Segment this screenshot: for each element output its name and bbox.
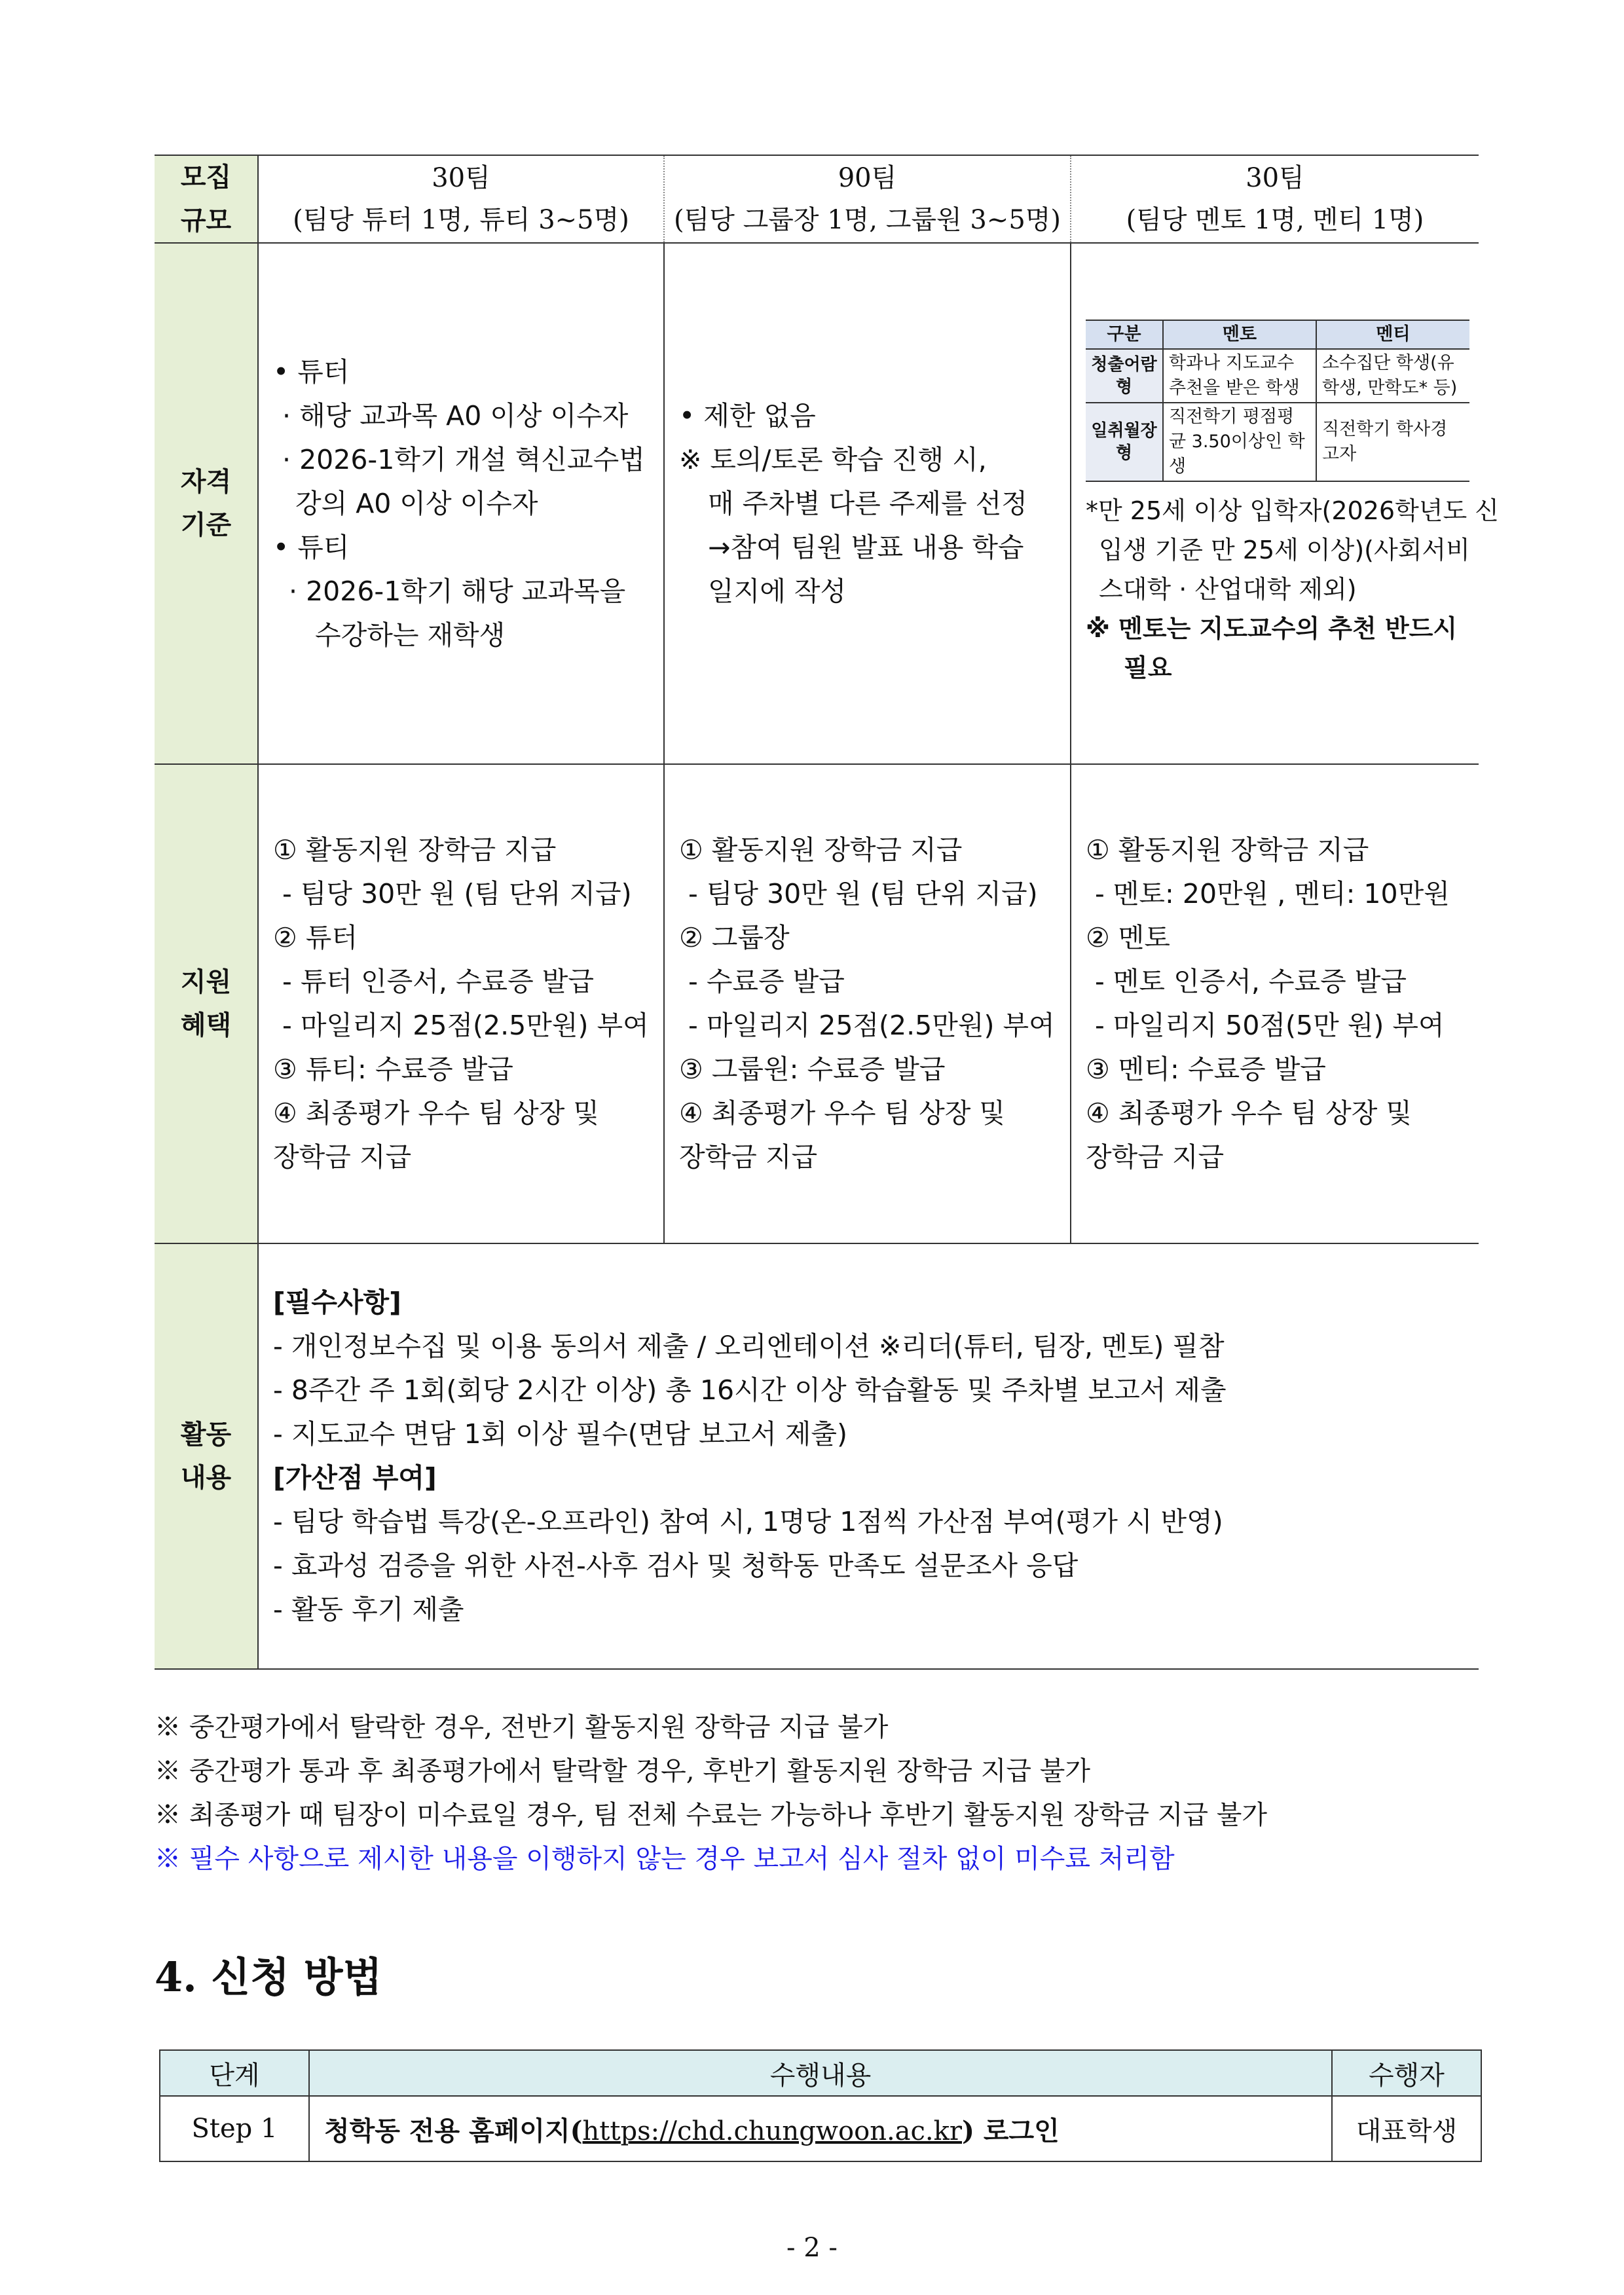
inner-mentor-1: 학과나 지도교수 추천을 받은 학생 — [1163, 349, 1316, 403]
activity-content — [258, 1243, 1479, 1669]
row-benefit — [155, 764, 1479, 1243]
row-criteria — [155, 243, 1479, 764]
benefit-tutoring: ① 활동지원 장학금 지급 - 팀당 30만 원 (팀 단위 지급) ② 튜터 - 튜터 인증서, 수료증 발급 - 마일리지 25점(2.5만원) 부여 ③ 튜티: 수료증 발급 ④ 최종평가 우수 팀 상장 및 장학금 지급 — [258, 764, 664, 1243]
mentor-age-note: *만 25세 이상 입학자(2026학년도 신 입생 기준 만 25세 이상)(사회서비 스대학 · 산업대학 제외) ※ 멘토는 지도교수의 추천 반드시 필요 — [1086, 496, 1499, 682]
inner-header-mentee: 멘티 — [1316, 320, 1469, 349]
activity-item: - 지도교수 면담 1회 이상 필수(면담 보고서 제출) — [273, 1418, 848, 1450]
inner-mentor-2: 직전학기 평점평균 3.50이상인 학생 — [1163, 403, 1316, 481]
size-tutoring: 30팀 (팀당 튜터 1명, 튜티 3~5명) — [258, 155, 664, 243]
step-content: 청학동 전용 홈페이지(https://chd.chungwoon.ac.kr) 로그인 — [309, 2096, 1332, 2161]
activity-item: - 효과성 검증을 위한 사전-사후 검사 및 청학동 만족도 설문조사 응답 — [273, 1550, 1079, 1581]
activity-item: - 팀당 학습법 특강(온-오프라인) 참여 시, 1명당 1점씩 가산점 부여(평가 시 반영) — [273, 1506, 1223, 1537]
step-row — [160, 2096, 1481, 2161]
criteria-group: • 제한 없음 ※ 토의/토론 학습 진행 시, 매 주차별 다른 주제를 선정 →참여 팀원 발표 내용 학습 일지에 작성 — [664, 243, 1071, 764]
activity-item: - 활동 후기 제출 — [273, 1594, 464, 1625]
note-warning: ※ 필수 사항으로 제시한 내용을 이행하지 않는 경우 보고서 심사 절차 없이 미수료 처리함 — [155, 1844, 1175, 1874]
activity-required-heading: [필수사항] — [273, 1287, 401, 1318]
label-size: 모집 규모 — [155, 155, 258, 243]
inner-mentee-2: 직전학기 학사경고자 — [1316, 403, 1469, 481]
activity-bonus-heading: [가산점 부여] — [273, 1462, 437, 1494]
inner-type-1: 청출어람형 — [1086, 349, 1163, 403]
steps-header-stage: 단계 — [160, 2050, 309, 2096]
note-line: ※ 최종평가 때 팀장이 미수료일 경우, 팀 전체 수료는 가능하나 후반기 활동지원 장학금 지급 불가 — [155, 1800, 1268, 1830]
criteria-mentoring — [1071, 243, 1499, 764]
inner-mentee-1: 소수집단 학생(유학생, 만학도* 등) — [1316, 349, 1469, 403]
steps-header-content: 수행내용 — [309, 2050, 1332, 2096]
label-benefit: 지원 혜택 — [155, 764, 258, 1243]
activity-item: - 8주간 주 1회(회당 2시간 이상) 총 16시간 이상 학습활동 및 주차별 보고서 제출 — [273, 1374, 1227, 1406]
program-table — [155, 155, 1499, 1670]
activity-item: - 개인정보수집 및 이용 동의서 제출 / 오리엔테이션 ※리더(튜터, 팀장, 멘토) 필참 — [273, 1331, 1225, 1362]
note-line: ※ 중간평가 통과 후 최종평가에서 탈락할 경우, 후반기 활동지원 장학금 지급 불가 — [155, 1756, 1091, 1786]
step-actor: 대표학생 — [1332, 2096, 1481, 2161]
criteria-tutoring: • 튜터 · 해당 교과목 A0 이상 이수자 · 2026-1학기 개설 혁신교수법 강의 A0 이상 이수자 • 튜티 · 2026-1학기 해당 교과목을 수강하는 재학생 — [258, 243, 664, 764]
inner-header-mentor: 멘토 — [1163, 320, 1316, 349]
label-activity: 활동 내용 — [155, 1243, 258, 1669]
inner-header-type: 구분 — [1086, 320, 1163, 349]
size-group: 90팀 (팀당 그룹장 1명, 그룹원 3~5명) — [664, 155, 1071, 243]
note-line: ※ 중간평가에서 탈락한 경우, 전반기 활동지원 장학금 지급 불가 — [155, 1712, 889, 1742]
page-number: - 2 - — [786, 2233, 838, 2263]
steps-table — [159, 2049, 1482, 2162]
mentoring-type-table — [1086, 320, 1469, 482]
benefit-group: ① 활동지원 장학금 지급 - 팀당 30만 원 (팀 단위 지급) ② 그룹장 - 수료증 발급 - 마일리지 25점(2.5만원) 부여 ③ 그룹원: 수료증 발급 ④ 최종평가 우수 팀 상장 및 장학금 지급 — [664, 764, 1071, 1243]
inner-type-2: 일취월장형 — [1086, 403, 1163, 481]
homepage-link[interactable]: https://chd.chungwoon.ac.kr — [582, 2116, 962, 2146]
benefit-mentoring: ① 활동지원 장학금 지급 - 멘토: 20만원 , 멘티: 10만원 ② 멘토 - 멘토 인증서, 수료증 발급 - 마일리지 50점(5만 원) 부여 ③ 멘티: 수료증 발급 ④ 최종평가 우수 팀 상장 및 장학금 지급 — [1071, 764, 1479, 1243]
step-stage: Step 1 — [160, 2096, 309, 2161]
section-title: 4. 신청 방법 — [155, 1953, 382, 2001]
size-mentoring: 30팀 (팀당 멘토 1명, 멘티 1명) — [1071, 155, 1479, 243]
steps-header-actor: 수행자 — [1332, 2050, 1481, 2096]
row-activity — [155, 1243, 1479, 1669]
label-criteria: 자격 기준 — [155, 243, 258, 764]
row-size — [155, 155, 1479, 243]
notes — [155, 1706, 1267, 1881]
